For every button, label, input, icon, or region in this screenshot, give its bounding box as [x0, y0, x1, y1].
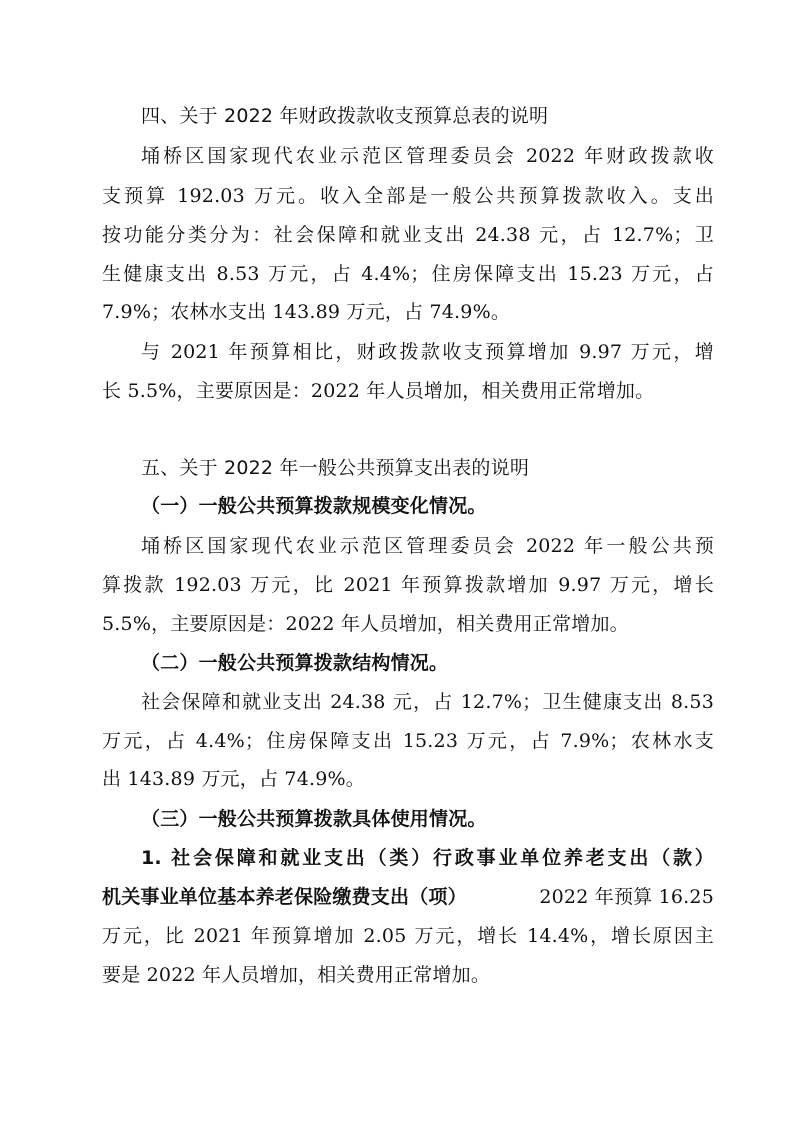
- subsection-3-item1-line3: 万元，比 2021 年预算增加 2.05 万元，增长 14.4%，增长原因主: [102, 925, 714, 947]
- subsection-3-item1-budget: 2022 年预算 16.25: [539, 886, 714, 908]
- section-4-para2-line1: 与 2021 年预算相比，财政拨款收支预算增加 9.97 万元，增: [141, 341, 714, 363]
- subsection-1-line1: 埇桥区国家现代农业示范区管理委员会 2022 年一般公共预: [141, 535, 714, 557]
- subsection-1-title: （一）一般公共预算拨款规模变化情况。: [141, 495, 487, 517]
- section-4-para1-line4: 生健康支出 8.53 万元，占 4.4%；住房保障支出 15.23 万元，占: [102, 263, 714, 285]
- subsection-3-title: （三）一般公共预算拨款具体使用情况。: [141, 808, 487, 830]
- section-4-heading: 四、关于 2022 年财政拨款收支预算总表的说明: [141, 105, 549, 127]
- section-4-para1-line5: 7.9%；农林水支出 143.89 万元，占 74.9%。: [102, 301, 511, 323]
- section-4-para1-line1: 埇桥区国家现代农业示范区管理委员会 2022 年财政拨款收: [141, 145, 714, 167]
- subsection-3-item1-line2: [102, 885, 714, 909]
- subsection-1-line2: 算拨款 192.03 万元，比 2021 年预算拨款增加 9.97 万元，增长: [102, 574, 714, 596]
- subsection-2-line2: 万元，占 4.4%；住房保障支出 15.23 万元，占 7.9%；农林水支: [102, 730, 714, 752]
- subsection-2-title: （二）一般公共预算拨款结构情况。: [141, 652, 449, 674]
- subsection-3-item1-line1: 1. 社会保障和就业支出（类）行政事业单位养老支出（款）: [141, 847, 714, 869]
- section-4-para2-line2: 长 5.5%，主要原因是：2022 年人员增加，相关费用正常增加。: [102, 380, 655, 402]
- subsection-2-line1: 社会保障和就业支出 24.38 元，占 12.7%；卫生健康支出 8.53: [141, 691, 714, 713]
- section-4-para1-line2: 支预算 192.03 万元。收入全部是一般公共预算拨款收入。支出: [102, 185, 714, 207]
- section-5-heading: 五、关于 2022 年一般公共预算支出表的说明: [141, 457, 530, 479]
- subsection-3-item1-line4: 要是 2022 年人员增加，相关费用正常增加。: [102, 964, 491, 986]
- section-4-para1-line3: 按功能分类分为：社会保障和就业支出 24.38 元，占 12.7%；卫: [102, 224, 714, 246]
- subsection-2-line3: 出 143.89 万元，占 74.9%。: [102, 768, 365, 790]
- subsection-3-item1-bold-label: 机关事业单位基本养老保险缴费支出（项）: [102, 886, 467, 908]
- subsection-1-line3: 5.5%，主要原因是：2022 年人员增加，相关费用正常增加。: [102, 613, 629, 635]
